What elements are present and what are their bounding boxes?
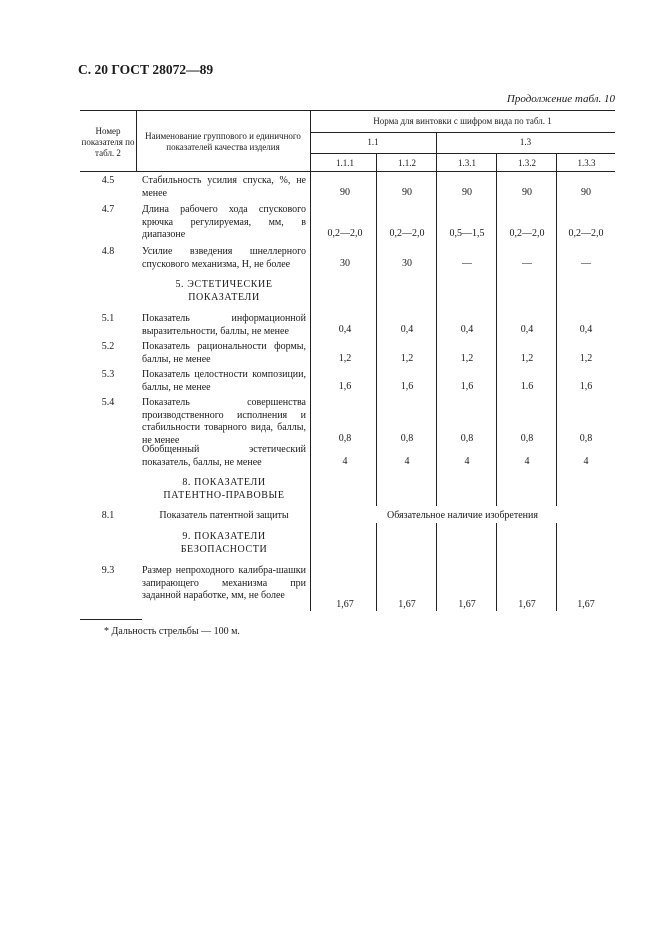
group-header-rule [310,153,615,154]
col-divider-1 [376,153,377,506]
row-name: Показатель рациональности формы, баллы, не менее [142,341,306,365]
row-value: 1,67 [518,599,536,610]
row-value: 30 [340,258,350,269]
col-divider-2 [436,132,437,506]
row-value: 1,6 [460,381,474,392]
row-value: 1,2 [460,353,474,364]
row-number: 5.4 [101,397,115,408]
row-value: 1,67 [577,599,595,610]
row-value: 0,8 [579,433,593,444]
row-value: 90 [462,187,472,198]
row-value: 90 [522,187,532,198]
row-name: Обобщенный эстетический показатель, баллы, не менее [142,444,306,468]
row-value: 1,6 [579,381,593,392]
row-number: 5.1 [101,313,115,324]
row-value: 0,2—2,0 [509,228,545,239]
code-header: 1.1.1 [336,158,354,168]
row-value: — [581,258,591,269]
col-divider-3b [496,523,497,611]
row-name: Стабильность усилия спуска, %, не менее [142,175,306,199]
group-header-2: 1.3 [519,137,532,147]
col-divider-2b [436,523,437,611]
row-number: 8.1 [101,510,115,521]
row-number: 5.2 [101,341,115,352]
row-value: 1.6 [520,381,534,392]
row-value: 1,67 [398,599,416,610]
row-value: 1,6 [338,381,352,392]
section-heading: 5. ЭСТЕТИЧЕСКИЕ ПОКАЗАТЕЛИ [175,279,273,303]
section-heading: 8. ПОКАЗАТЕЛИ ПАТЕНТНО-ПРАВОВЫЕ [163,477,285,501]
row-number: 4.7 [101,204,115,215]
row-value: 30 [402,258,412,269]
row-value: 1,2 [400,353,414,364]
row-value: 0,8 [520,433,534,444]
row-value: 0,4 [579,324,593,335]
row-value: — [462,258,472,269]
row-number: 4.8 [101,246,115,257]
row-value: 4 [342,456,348,467]
row-value: 1,2 [579,353,593,364]
row-name: Показатель целостности композиции, баллы, не менее [142,369,306,393]
col-divider-num [136,110,137,171]
row-value: 0,8 [460,433,474,444]
section-heading: 9. ПОКАЗАТЕЛИ БЕЗОПАСНОСТИ [180,531,268,555]
row-name: Показатель информационной выразительности, баллы, не менее [142,313,306,337]
code-header: 1.1.2 [398,158,416,168]
row-name: Длина рабочего хода спускового крючка регулируемая, мм, в диапазоне [142,204,306,240]
row-value: — [522,258,532,269]
row-value: 1,67 [336,599,354,610]
row-value: 1,67 [458,599,476,610]
footnote-rule [80,619,142,620]
col-divider-name [310,110,311,611]
row-value: 1,6 [400,381,414,392]
row-value: 90 [402,187,412,198]
merged-value: Обязательное наличие изобретения [387,510,538,521]
row-value: 0,8 [400,433,414,444]
norm-header: Норма для винтовки с шифром вида по табл. 1 [373,116,552,126]
code-header: 1.3.2 [518,158,536,168]
page-header: С. 20 ГОСТ 28072—89 [78,62,214,77]
norm-header-rule [310,132,615,133]
row-name: Показатель патентной защиты [159,510,289,521]
group-header-1: 1.1 [367,137,379,147]
row-name: Усилие взведения шнеллерного спускового механизма, Н, не более [142,246,306,270]
row-number: 5.3 [101,369,115,380]
row-value: 0,4 [520,324,534,335]
row-number: 9.3 [101,565,115,576]
row-value: 0,4 [400,324,414,335]
continuation-label: Продолжение табл. 10 [506,93,615,105]
row-value: 0,2—2,0 [389,228,425,239]
row-name: Показатель совершенства производственного исполнения и стабильности товарного вида, баллы, не менее [142,397,306,446]
row-number: 4.5 [101,175,115,186]
col-divider-3 [496,153,497,506]
row-value: 0,5—1,5 [449,228,485,239]
row-value: 90 [340,187,350,198]
row-value: 0,2—2,0 [327,228,363,239]
row-name: Размер непроходного калибра-шашки запирающего механизма при заданной наработке, мм, не более [142,565,306,601]
footnote: * Дальность стрельбы — 100 м. [104,626,240,637]
row-value: 0,4 [460,324,474,335]
row-value: 0,4 [338,324,352,335]
col-name-header: Наименование группового и единичного показателей качества изделия [145,131,301,152]
row-value: 1,2 [338,353,352,364]
row-value: 0,2—2,0 [568,228,604,239]
table-top-border [80,110,615,111]
header-bottom-rule [80,171,615,172]
code-header: 1.3.3 [577,158,596,168]
row-value: 90 [581,187,591,198]
row-value: 0,8 [338,433,352,444]
row-value: 4 [583,456,589,467]
col-divider-1b [376,523,377,611]
row-value: 4 [464,456,470,467]
row-value: 4 [404,456,410,467]
col-number-header: Номер показателя по табл. 2 [81,126,135,158]
row-value: 4 [524,456,530,467]
code-header: 1.3.1 [458,158,476,168]
col-divider-4b [556,523,557,611]
row-value: 1,2 [520,353,534,364]
